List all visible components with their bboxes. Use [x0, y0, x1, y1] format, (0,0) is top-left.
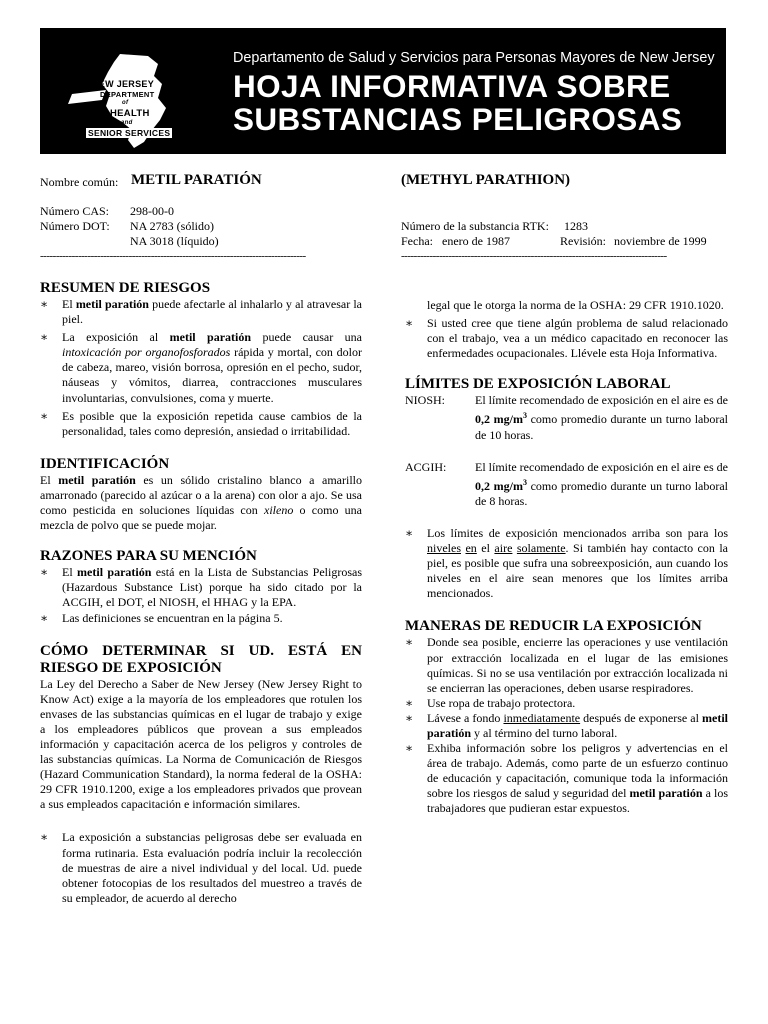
date-value: enero de 1987 — [442, 234, 510, 248]
title-line-2: SUBSTANCIAS PELIGROSAS — [233, 101, 683, 137]
left-column — [40, 280, 362, 906]
revision-value: noviembre de 1999 — [614, 234, 707, 248]
logo-text-new-jersey: NEW JERSEY — [92, 79, 155, 89]
dot-value-liquid: NA 3018 (líquido) — [130, 234, 219, 248]
title-line-1: HOJA INFORMATIVA SOBRE — [233, 68, 671, 104]
revision-label: Revisión: — [560, 234, 607, 248]
bullet-icon: ∗ — [405, 695, 414, 710]
date-label: Fecha: — [401, 234, 433, 248]
cas-value: 298-00-0 — [130, 204, 174, 218]
cas-label: Número CAS: — [40, 204, 109, 218]
heading-maneras: MANERAS DE REDUCIR LA EXPOSICIÓN — [405, 618, 702, 635]
logo-text-department: DEPARTMENT — [100, 90, 155, 99]
dot-label: Número DOT: — [40, 219, 110, 233]
list-item: ∗ Donde sea posible, encierre las operaciones y use ventilación por extracción localizada en el lugar de las emisiones químicas. Si no se usa ventilación por extracción localizada ni se encierran las operaciones, deben usarse respiradores. — [405, 635, 728, 695]
rtk-value: 1283 — [564, 219, 588, 233]
niosh-label: NIOSH: — [405, 393, 446, 408]
logo-text-and: and — [121, 120, 133, 126]
list-item: ∗ El metil paratión puede afectarle al inhalarlo y al atravesar la piel. — [40, 297, 362, 327]
list-item: ∗ Los límites de exposición mencionados arriba son para los niveles en el aire solamente. Si también hay contacto con la piel, es posible que sufra una sobreexposición, aun cuando los niveles en el aire sean menores que los límites arriba mencionados. — [405, 525, 729, 601]
english-name: (METHYL PARATHION) — [401, 172, 571, 188]
divider-right: ------------------------------------------------------------------------------------ — [401, 250, 667, 262]
bullet-icon: ∗ — [40, 330, 49, 345]
heading-identificacion: IDENTIFICACIÓN — [40, 455, 170, 472]
divider-left: ------------------------------------------------------------------------------------ — [40, 250, 306, 262]
logo-text-senior-services: SENIOR SERVICES — [88, 128, 171, 138]
bullet-icon: ∗ — [40, 610, 49, 625]
common-name: METIL PARATIÓN — [131, 172, 262, 188]
list-item: ∗ El metil paratión está en la Lista de Substancias Peligrosas (Hazardous Substance List) porque ha sido citado por la ACGIH, el DOT, el NIOSH, el HHAG y la EPA. — [40, 565, 362, 610]
dot-value-solid: NA 2783 (sólido) — [130, 219, 214, 233]
heading-resumen: RESUMEN DE RIESGOS — [40, 280, 211, 296]
continued-text: legal que le otorga la norma de la OSHA: 29 CFR 1910.1020. — [427, 298, 724, 312]
bullet-icon: ∗ — [405, 710, 414, 725]
header-banner — [40, 28, 726, 154]
department-name: Departamento de Salud y Servicios para Personas Mayores de New Jersey — [233, 50, 715, 66]
document-title — [233, 70, 682, 136]
list-item: ∗ Use ropa de trabajo protectora. — [405, 695, 576, 710]
bullet-icon: ∗ — [405, 635, 414, 650]
common-name-label: Nombre común: — [40, 175, 119, 189]
acgih-label: ACGIH: — [405, 459, 447, 474]
list-item: ∗ La exposición a substancias peligrosas debe ser evaluada en forma rutinaria. Esta evaluación podría incluir la recolección de muestras de aire a nivel individual y del local. Ud. puede obtener fotocopias de los resultados del muestreo a través de su empleador, de acuerdo al derecho — [40, 830, 362, 905]
bullet-icon: ∗ — [405, 316, 414, 331]
bullet-icon: ∗ — [405, 525, 414, 540]
identification-paragraph: El metil paratión es un sólido cristalino blanco a amarillo amarronado (parecido al azúcar o a la arena) con olor a ajo. Se usa como pesticida en soluciones líquidas con xileno o como una mezcla de polvo que se puede mojar. — [40, 472, 362, 533]
right-column — [405, 298, 728, 817]
niosh-limit: NIOSH: El límite recomendado de exposición en el aire es de 0,2 $mg/m^3$ como promedio durante un turno laboral de 10 horas. — [405, 393, 729, 442]
list-item: ∗ La exposición al metil paratión puede causar una intoxicación por organofosforados rápida y mortal, con dolor de cabeza, mareo, visión borrosa, opresión en el pecho, sudor, náuseas y vómitos, diarrea, contracciones musculares involuntarias, convulsiones, coma y muerte. — [40, 330, 362, 405]
list-item: ∗ Si usted cree que tiene algún problema de salud relacionado con el trabajo, vea a un médico capacitado en reconocer las enfermedades ocupacionales. Llévele esta Hoja Informativa. — [405, 316, 728, 361]
list-item: ∗ Es posible que la exposición repetida cause cambios de la personalidad, tales como depresión, ansiedad o irritabilidad. — [40, 408, 362, 438]
heading-razones: RAZONES PARA SU MENCIÓN — [40, 548, 257, 565]
acgih-limit: ACGIH: El límite recomendado de exposición en el aire es de 0,2 $mg/m^3$ como promedio durante un turno laboral de 8 horas. — [405, 459, 729, 508]
njdhss-logo — [62, 50, 262, 150]
right-to-know-paragraph: La Ley del Derecho a Saber de New Jersey (New Jersey Right to Know Act) exige a la mayoría de los empleadores que rotulen los envases de las substancias químicas en el lugar de trabajo y exige a los empleadores públicos que provean a sus empleados información y capacitación acerca de los peligros y controles de las substancias químicas. La Norma de Comunicación de Riesgos (Hazard Communication Standard), la norma federal de la OSHA: 29 CFR 1910.1200, exige a los empleadores privados que provean a sus empleados capacitación e información similares. — [40, 676, 362, 812]
bullet-icon: ∗ — [40, 297, 49, 311]
logo-text-health: HEALTH — [110, 108, 150, 119]
heading-limites: LÍMITES DE EXPOSICIÓN LABORAL — [405, 376, 671, 393]
bullet-icon: ∗ — [405, 741, 414, 756]
logo-text-of: of — [122, 100, 129, 106]
bullet-icon: ∗ — [40, 830, 49, 845]
heading-como-determinar: CÓMO DETERMINAR SI UD. ESTÁ EN RIESGO DE EXPOSICIÓN — [40, 642, 362, 676]
bullet-icon: ∗ — [40, 565, 49, 580]
rtk-label: Número de la substancia RTK: — [401, 219, 549, 233]
bullet-icon: ∗ — [40, 408, 49, 423]
list-item: ∗ Lávese a fondo inmediatamente después de exponerse al metil paratión y al término del turno laboral. — [405, 710, 728, 740]
list-item: ∗ Exhiba información sobre los peligros y advertencias en el área de trabajo. Además, como parte de un esfuerzo continuo de educación y capacitación, comunique toda la información sobre los riesgos de salud y seguridad del metil paratión a los trabajadores que pudieran estar expuestos. — [405, 741, 728, 816]
list-item: ∗ Las definiciones se encuentran en la página 5. — [40, 610, 283, 625]
